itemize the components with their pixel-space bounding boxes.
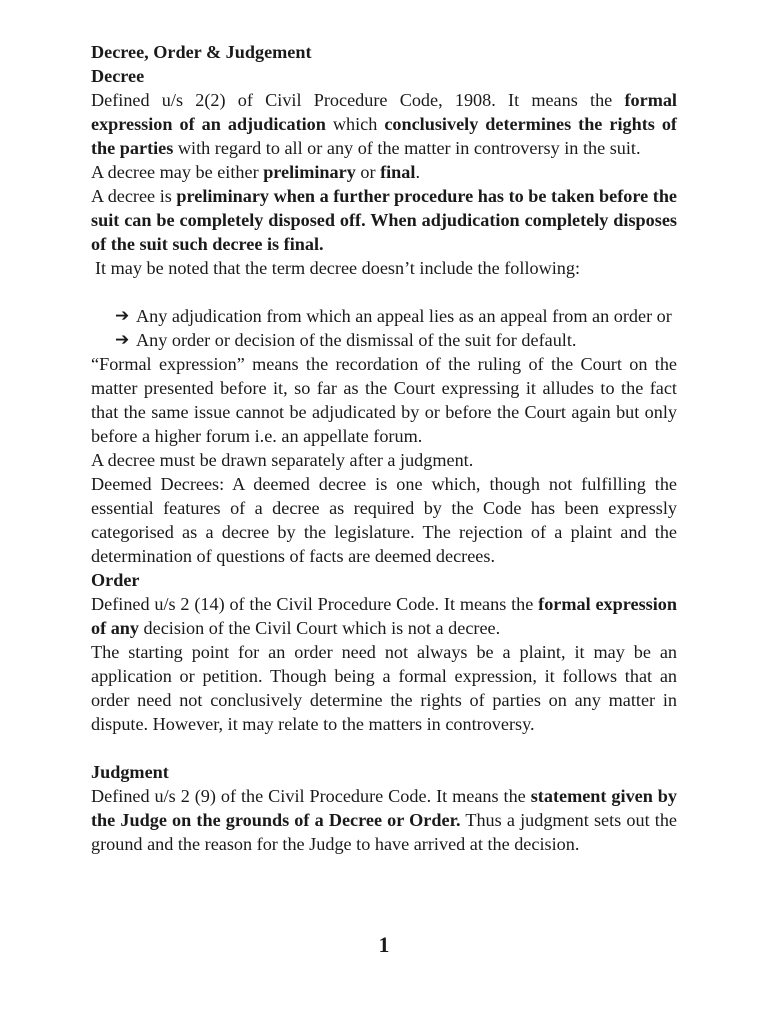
arrow-right-icon: ➔	[115, 330, 130, 350]
decree-definition: Defined u/s 2(2) of Civil Procedure Code, 1908. It means the formal expression of an adjudication which conclusively determines the rights of the parties with regard to all or any of the matter in controversy in the suit.	[91, 90, 677, 158]
order-paragraph: The starting point for an order need not always be a plaint, it may be an application or petition. Though being a formal expression, it follows that an order need not conclusively determine the rights of parties on any matter in dispute. However, it may relate to the matters in controversy.	[91, 642, 677, 734]
decree-drawn-paragraph: A decree must be drawn separately after a judgment.	[91, 450, 474, 470]
decree-types: A decree may be either preliminary or final.	[91, 162, 420, 182]
order-definition: Defined u/s 2 (14) of the Civil Procedure Code. It means the formal expression of any decision of the Civil Court which is not a decree.	[91, 594, 678, 638]
decree-exclusions-list	[91, 304, 677, 352]
document-body	[91, 40, 677, 856]
spacer	[91, 280, 677, 304]
judgment-definition: Defined u/s 2 (9) of the Civil Procedure Code. It means the statement given by the Judge on the grounds of a Decree or Order. Thus a judgment sets out the ground and the reason for the Judge to have arrived at the decision.	[91, 786, 678, 854]
decree-heading: Decree	[91, 66, 145, 86]
list-item: ➔ Any adjudication from which an appeal lies as an appeal from an order or	[115, 306, 672, 326]
arrow-right-icon: ➔	[115, 306, 130, 326]
judgment-heading: Judgment	[91, 762, 169, 782]
decree-exclusions-intro: It may be noted that the term decree doesn’t include the following:	[95, 258, 581, 278]
list-item: ➔ Any order or decision of the dismissal of the suit for default.	[115, 330, 577, 350]
spacer	[91, 736, 677, 760]
document-title: Decree, Order & Judgement	[91, 42, 312, 62]
decree-preliminary: A decree is preliminary when a further procedure has to be taken before the suit can be completely disposed off. When adjudication completely disposes of the suit such decree is final.	[91, 186, 678, 254]
deemed-decrees-paragraph: Deemed Decrees: A deemed decree is one which, though not fulfilling the essential features of a decree as required by the Code has been expressly categorised as a decree by the legislature. The rejection of a plaint and the determination of questions of facts are deemed decrees.	[91, 474, 677, 566]
page-number: 1	[378, 932, 390, 957]
formal-expression-paragraph: “Formal expression” means the recordation of the ruling of the Court on the matter presented before it, so far as the Court expressing it alludes to the fact that the same issue cannot be adjudicated by or before the Court again but only before a higher forum i.e. an appellate forum.	[91, 354, 677, 446]
order-heading: Order	[91, 570, 140, 590]
